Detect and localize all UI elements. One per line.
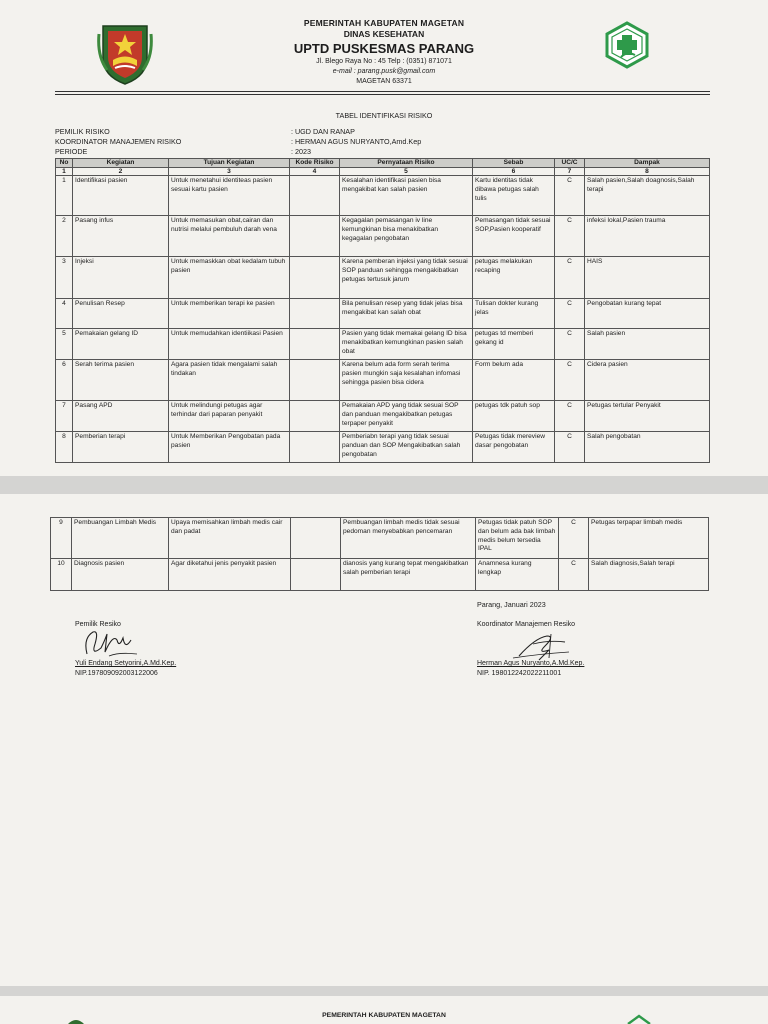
cell-pernyataan: Pembuangan limbah medis tidak sesuai pedoman menyebabkan pencemaran: [341, 518, 476, 559]
signature-role: Pemilik Resiko: [75, 621, 121, 628]
cell-ucc: C: [559, 518, 589, 559]
letterhead-divider: [55, 91, 710, 92]
cell-kegiatan: Pasang infus: [73, 216, 169, 257]
cell-tujuan: Agar diketahui jenis penyakit pasien: [169, 559, 291, 591]
cell-tujuan: Agara pasien tidak mengalami salah tindakan: [169, 360, 290, 401]
cell-pernyataan: Pemberiabn terapi yang tidak sesuai panduan dan SOP Mengakibatkan salah pengobatan: [340, 432, 473, 463]
cell-kegiatan: Pemberian terapi: [73, 432, 169, 463]
handwritten-signature-icon: [509, 630, 579, 662]
meta-label: PEMILIK RISIKO: [55, 127, 110, 136]
cell-dampak: Petugas tertular Penyakit: [585, 401, 710, 432]
cell-ucc: C: [555, 299, 585, 329]
cell-kode: [290, 360, 340, 401]
cell-sebab: petugas td memberi gekang id: [473, 329, 555, 360]
meta-value: : UGD DAN RANAP: [291, 127, 355, 136]
cell-kode: [291, 518, 341, 559]
table-row: [56, 360, 710, 401]
cell-no: 3: [56, 257, 73, 299]
meta-value: : 2023: [291, 147, 311, 156]
column-number: 1: [56, 167, 73, 176]
cell-pernyataan: Bila penulisan resep yang tidak jelas bisa mengakibat kan salah obat: [340, 299, 473, 329]
cell-tujuan: Untuk memberikan terapi ke pasien: [169, 299, 290, 329]
cell-kegiatan: Identifikasi pasien: [73, 176, 169, 216]
cell-dampak: Salah pengobatan: [585, 432, 710, 463]
cell-kegiatan: Pemakaian gelang ID: [73, 329, 169, 360]
signature-name: Herman Agus Nuryanto,A.Md.Kep.: [477, 660, 585, 667]
cell-sebab: Petugas tidak patuh SOP dan belum ada bak limbah medis belum tersedia IPAL: [476, 518, 559, 559]
cell-sebab: Kartu identitas tidak dibawa petugas salah tulis: [473, 176, 555, 216]
cell-ucc: C: [555, 176, 585, 216]
cell-kegiatan: Penulisan Resep: [73, 299, 169, 329]
cell-no: 8: [56, 432, 73, 463]
handwritten-signature-icon: [79, 626, 149, 660]
table-row: [56, 401, 710, 432]
table-row: [56, 176, 710, 216]
cell-sebab: Tulisan dokter kurang jelas: [473, 299, 555, 329]
cell-no: 9: [51, 518, 72, 559]
cell-pernyataan: Karena belum ada form serah terima pasien mungkin saja kesalahan infomasi sehingga pasien bisa cidera: [340, 360, 473, 401]
cell-kegiatan: Diagnosis pasien: [72, 559, 169, 591]
column-number: 7: [555, 167, 585, 176]
header-dampak: Dampak: [585, 159, 710, 168]
signature-nip: NIP. 198012242022211001: [477, 670, 562, 677]
cell-ucc: C: [559, 559, 589, 591]
signature-block-owner: [75, 620, 275, 690]
signature-place-date: Parang, Januari 2023: [477, 600, 546, 609]
table-row: [56, 432, 710, 463]
cell-ucc: C: [555, 360, 585, 401]
cell-sebab: Anamnesa kurang lengkap: [476, 559, 559, 591]
cell-tujuan: Untuk memasukan obat,cairan dan nutrisi melalui pembuluh darah vena: [169, 216, 290, 257]
cell-dampak: infeksi lokal,Pasien trauma: [585, 216, 710, 257]
cell-pernyataan: Karena pemberan injeksi yang tidak sesuai SOP panduan sehingga mengakibatkan petugas tertusuk jarum: [340, 257, 473, 299]
cell-tujuan: Untuk memaskkan obat kedalam tubuh pasien: [169, 257, 290, 299]
table-row: [56, 329, 710, 360]
puskesmas-logo-icon: [624, 1014, 654, 1024]
table-row: [56, 257, 710, 299]
cell-ucc: C: [555, 257, 585, 299]
cell-dampak: Petugas terpapar limbah medis: [589, 518, 709, 559]
signature-name: Yuli Endang Setyorini,A.Md.Kep.: [75, 660, 177, 667]
column-number: 2: [73, 167, 169, 176]
next-page-letterhead: PEMERINTAH KABUPATEN MAGETAN: [322, 1012, 446, 1019]
cell-sebab: Pemasangan tidak sesuai SOP,Pasien kooperatif: [473, 216, 555, 257]
document-page-3: [0, 996, 768, 1024]
cell-ucc: C: [555, 216, 585, 257]
cell-kode: [290, 401, 340, 432]
cell-no: 6: [56, 360, 73, 401]
letterhead-city: MAGETAN 63371: [356, 78, 412, 85]
meta-label: PERIODE: [55, 147, 88, 156]
cell-no: 1: [56, 176, 73, 216]
cell-dampak: Pengobatan kurang tepat: [585, 299, 710, 329]
cell-kode: [290, 329, 340, 360]
header-tujuan: Tujuan Kegiatan: [169, 159, 290, 168]
cell-no: 2: [56, 216, 73, 257]
cell-no: 10: [51, 559, 72, 591]
cell-dampak: Cidera pasien: [585, 360, 710, 401]
table-row: [56, 216, 710, 257]
cell-dampak: Salah diagnosis,Salah terapi: [589, 559, 709, 591]
cell-dampak: HAIS: [585, 257, 710, 299]
header-pernyataan-risiko: Pernyataan Risiko: [340, 159, 473, 168]
document-title: TABEL IDENTIFIKASI RISIKO: [335, 111, 433, 120]
cell-kode: [290, 299, 340, 329]
cell-kegiatan: Pembuangan Limbah Medis: [72, 518, 169, 559]
meta-value: : HERMAN AGUS NURYANTO,Amd.Kep: [291, 137, 422, 146]
risk-identification-table-continued: [50, 517, 709, 591]
meta-label: KOORDINATOR MANAJEMEN RISIKO: [55, 137, 182, 146]
column-number: 3: [169, 167, 290, 176]
table-row: [51, 518, 709, 559]
cell-no: 7: [56, 401, 73, 432]
cell-dampak: Salah pasien: [585, 329, 710, 360]
column-number: 4: [290, 167, 340, 176]
column-number: 5: [340, 167, 473, 176]
cell-tujuan: Untuk melindungi petugas agar terhindar dari paparan penyakit: [169, 401, 290, 432]
cell-kode: [290, 176, 340, 216]
signature-role: Koordinator Manajemen Resiko: [477, 621, 576, 628]
cell-kode: [290, 257, 340, 299]
letterhead-email: e-mail : parang.pusk@gmail.com: [332, 68, 436, 75]
cell-pernyataan: dianosis yang kurang tepat mengakibatkan salah pemberian terapi: [341, 559, 476, 591]
table-header-row: [56, 159, 710, 168]
table-column-number-row: [56, 167, 710, 176]
letterhead: [200, 18, 568, 87]
cell-tujuan: Untuk menetahui identiteas pasien sesuai kartu pasien: [169, 176, 290, 216]
cell-ucc: C: [555, 401, 585, 432]
column-number: 8: [585, 167, 710, 176]
cell-sebab: petugas melakukan recaping: [473, 257, 555, 299]
table-row: [51, 559, 709, 591]
cell-kegiatan: Serah terima pasien: [73, 360, 169, 401]
risk-identification-table: [55, 158, 710, 463]
cell-pernyataan: Kegagalan pemasangan iv line kemungkinan bisa menakibatkan kegagalan pengobatan: [340, 216, 473, 257]
header-kegiatan: Kegiatan: [73, 159, 169, 168]
cell-sebab: Petugas tidak mereview dasar pengobatan: [473, 432, 555, 463]
cell-kegiatan: Pasang APD: [73, 401, 169, 432]
letterhead-divider-thin: [55, 94, 710, 95]
letterhead-government: PEMERINTAH KABUPATEN MAGETAN: [303, 18, 465, 28]
cell-tujuan: Untuk memudahkan identiikasi Pasien: [169, 329, 290, 360]
header-no: No: [56, 159, 73, 168]
cell-dampak: Salah pasien,Salah doagnosis,Salah terapi: [585, 176, 710, 216]
cell-kode: [290, 216, 340, 257]
column-number: 6: [473, 167, 555, 176]
header-ucc: UC/C: [555, 159, 585, 168]
cell-pernyataan: Pasien yang tidak memakai gelang ID bisa menakibatkan kemungkinan pasien salah obat: [340, 329, 473, 360]
cell-pernyataan: Kesalahan identifikasi pasien bisa mengakibat kan salah pasien: [340, 176, 473, 216]
header-sebab: Sebab: [473, 159, 555, 168]
puskesmas-logo-icon: [603, 21, 651, 69]
header-kode-risiko: Kode Risiko: [290, 159, 340, 168]
letterhead-department: DINAS KESEHATAN: [343, 29, 425, 39]
cell-kegiatan: Injeksi: [73, 257, 169, 299]
cell-sebab: petugas tdk patuh sop: [473, 401, 555, 432]
cell-kode: [291, 559, 341, 591]
table-row: [56, 299, 710, 329]
cell-ucc: C: [555, 329, 585, 360]
cell-kode: [290, 432, 340, 463]
cell-no: 5: [56, 329, 73, 360]
cell-sebab: Form belum ada: [473, 360, 555, 401]
signature-nip: NIP.197809092003122006: [75, 670, 158, 677]
cell-tujuan: Upaya memisahkan limbah medis cair dan padat: [169, 518, 291, 559]
signature-block-coordinator: [477, 620, 697, 690]
letterhead-institution: UPTD PUSKESMAS PARANG: [293, 41, 475, 56]
cell-no: 4: [56, 299, 73, 329]
cell-ucc: C: [555, 432, 585, 463]
document-page-1: [0, 0, 768, 476]
cell-pernyataan: Pemakaian APD yang tidak sesuai SOP dan panduan mengakibatkan petugas terpaper penyakit: [340, 401, 473, 432]
letterhead-address: Jl. Blego Raya No : 45 Telp : (0351) 871071: [316, 58, 452, 65]
magetan-regency-emblem-icon: [97, 20, 153, 86]
cell-tujuan: Untuk Memberikan Pengobatan pada pasien: [169, 432, 290, 463]
